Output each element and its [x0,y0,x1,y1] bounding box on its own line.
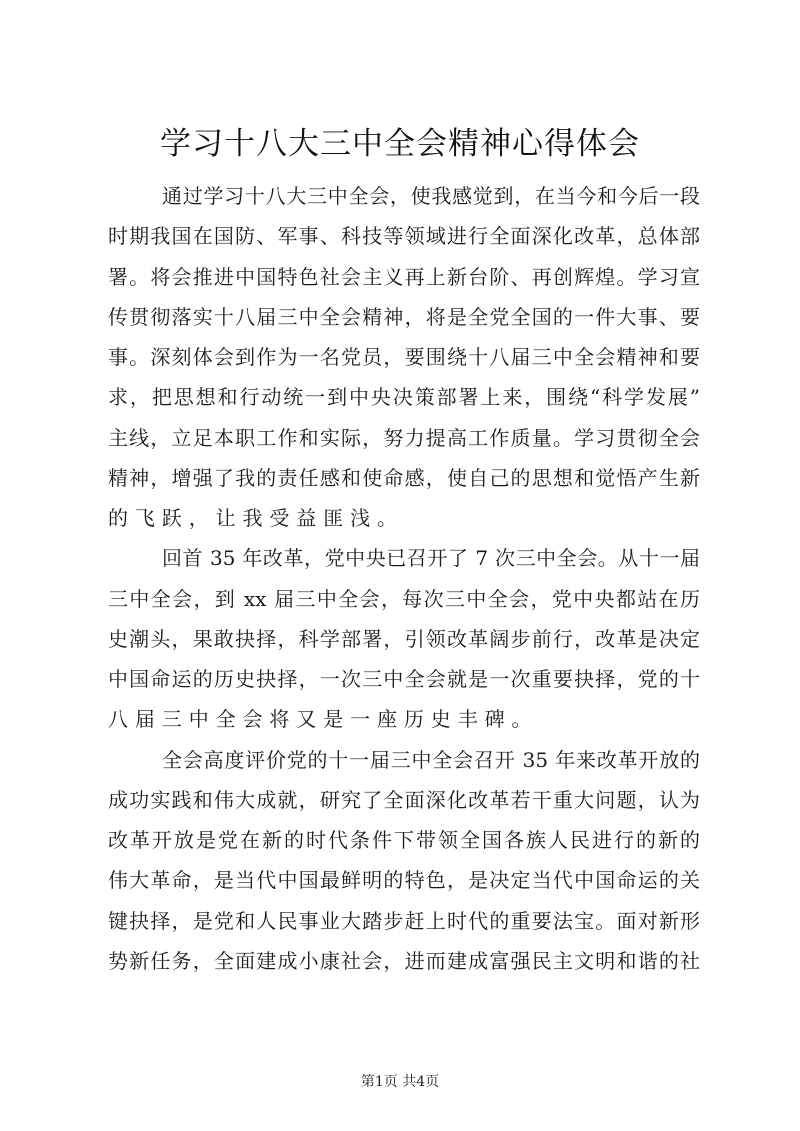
document-title: 学习十八大三中全会精神心得体会 [160,126,640,162]
text-line: 中国命运的历史抉择，一次三中全会就是一次重要抉择，党的十 [108,667,700,691]
text-line: 键抉择，是党和人民事业大踏步赶上时代的重要法宝。面对新形 [108,908,700,933]
text-line: 时期我国在国防、军事、科技等领域进行全面深化改革，总体部 [108,224,700,249]
text-line: 成功实践和伟大成就，研究了全面深化改革若干重大问题，认为 [108,787,700,812]
text-line: 伟大革命，是当代中国最鲜明的特色，是决定当代中国命运的关 [108,868,700,893]
text-line: 事。深刻体会到作为一名党员，要围绕十八届三中全会精神和要 [108,345,700,369]
text-line: 势新任务，全面建成小康社会，进而建成富强民主文明和谐的社 [108,948,700,973]
text-line: 通过学习十八大三中全会，使我感觉到，在当今和今后一段 [162,184,700,208]
text-line: 三中全会，到 xx 届三中全会，每次三中全会，党中央都站在历 [108,586,700,611]
text-line: 求，把思想和行动统一到中央决策部署上来，围绕“科学发展” [108,385,700,410]
document-body [108,176,700,981]
text-line: 改革开放是党在新的时代条件下带领全国各族人民进行的新的 [108,828,700,852]
text-line: 主线，立足本职工作和实际，努力提高工作质量。学习贯彻全会 [108,425,700,450]
text-line: 的飞跃，让我受益匪浅。 [108,506,404,530]
paragraph [108,740,700,982]
paragraph [108,176,700,538]
text-line: 回首 35 年改革，党中央已召开了 7 次三中全会。从十一届 [162,546,700,571]
page-footer: 第1页 共4页 [360,1074,440,1090]
text-line: 署。将会推进中国特色社会主义再上新台阶、再创辉煌。学习宣 [108,264,700,289]
text-line: 精神，增强了我的责任感和使命感，使自己的思想和觉悟产生新 [108,465,700,490]
text-line: 传贯彻落实十八届三中全会精神，将是全党全国的一件大事、要 [108,304,700,329]
text-line: 史潮头，果敢抉择，科学部署，引领改革阔步前行，改革是决定 [108,626,700,651]
text-line: 八届三中全会将又是一座历史丰碑。 [108,707,539,732]
text-line: 全会高度评价党的十一届三中全会召开 35 年来改革开放的 [162,747,700,772]
paragraph [108,538,700,739]
